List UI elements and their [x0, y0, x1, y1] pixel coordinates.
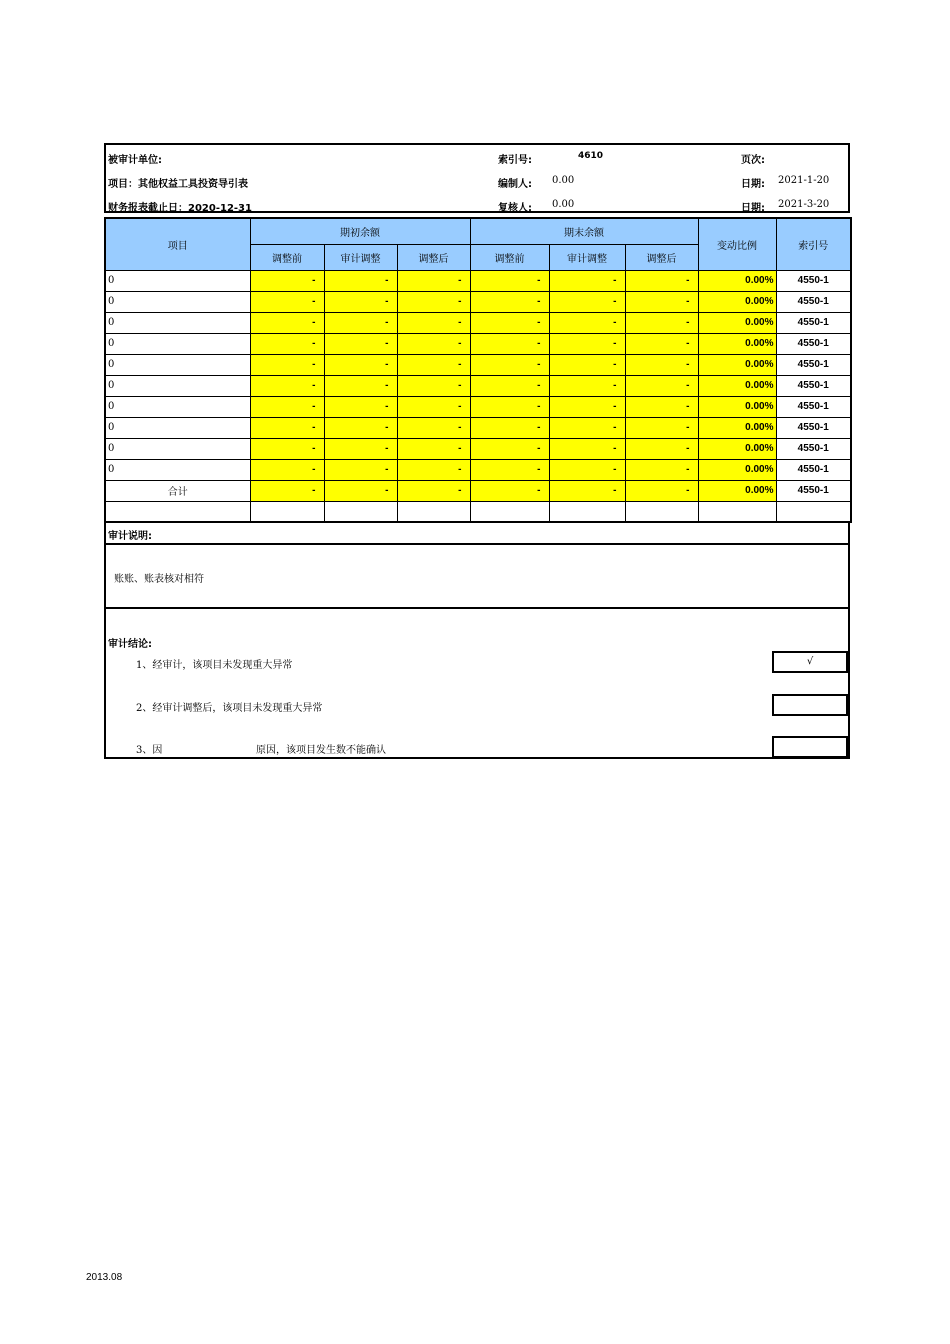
amount-cell: -	[470, 291, 549, 312]
date-value-1: 2021-1-20	[778, 175, 830, 186]
col-item-header: 项目	[105, 218, 250, 270]
amount-cell: -	[324, 459, 397, 480]
explanation-text: 账账、账表核对相符	[114, 574, 204, 585]
row-item-name: 0	[105, 375, 250, 396]
index-value: 4610	[578, 151, 604, 161]
closing-balance-header: 期末余额	[470, 218, 698, 244]
amount-cell: -	[397, 312, 470, 333]
date-value-2: 2021-3-20	[778, 199, 830, 210]
preparer-value: 0.00	[552, 175, 575, 186]
amount-cell: -	[250, 354, 324, 375]
amount-cell: -	[397, 270, 470, 291]
amount-cell: -	[250, 333, 324, 354]
amount-cell: -	[470, 417, 549, 438]
entity-label: 被审计单位:	[108, 155, 162, 166]
amount-cell: -	[397, 354, 470, 375]
amount-cell: -	[397, 459, 470, 480]
amount-cell: -	[324, 291, 397, 312]
row-item-name: 0	[105, 333, 250, 354]
conclusion-label: 审计结论:	[108, 639, 152, 650]
total-row	[105, 480, 851, 501]
change-ratio-cell: 0.00%	[698, 438, 776, 459]
amount-cell: -	[324, 480, 397, 501]
index-ref-cell: 4550-1	[776, 480, 851, 501]
reviewer-value: 0.00	[552, 199, 575, 210]
index-header: 索引号	[776, 218, 851, 270]
row-item-name: 0	[105, 354, 250, 375]
change-ratio-cell: 0.00%	[698, 312, 776, 333]
amount-cell: -	[470, 396, 549, 417]
closing-adjust-header: 审计调整	[549, 244, 625, 270]
balance-table	[104, 217, 852, 523]
amount-cell: -	[625, 459, 698, 480]
index-ref-cell: 4550-1	[776, 417, 851, 438]
conclusion-item-3-prefix: 3、因	[136, 745, 163, 756]
index-ref-cell: 4550-1	[776, 291, 851, 312]
table-row	[105, 354, 851, 375]
index-ref-cell: 4550-1	[776, 354, 851, 375]
amount-cell: -	[549, 312, 625, 333]
amount-cell: -	[250, 312, 324, 333]
amount-cell: -	[625, 438, 698, 459]
change-ratio-cell: 0.00%	[698, 291, 776, 312]
amount-cell: -	[397, 396, 470, 417]
amount-cell: -	[549, 291, 625, 312]
amount-cell: -	[549, 354, 625, 375]
conclusion-item-3-suffix: 原因，该项目发生数不能确认	[256, 745, 386, 756]
empty-cell	[625, 501, 698, 522]
empty-cell	[397, 501, 470, 522]
table-row	[105, 396, 851, 417]
amount-cell: -	[549, 396, 625, 417]
amount-cell: -	[250, 480, 324, 501]
empty-cell	[549, 501, 625, 522]
change-ratio-cell: 0.00%	[698, 417, 776, 438]
explanation-label-row	[104, 523, 850, 545]
amount-cell: -	[397, 480, 470, 501]
table-row	[105, 417, 851, 438]
row-item-name: 0	[105, 270, 250, 291]
amount-cell: -	[625, 480, 698, 501]
change-ratio-cell: 0.00%	[698, 480, 776, 501]
date-label-1: 日期:	[741, 179, 765, 190]
amount-cell: -	[470, 312, 549, 333]
empty-cell	[250, 501, 324, 522]
conclusion-1-checkbox[interactable]	[772, 651, 848, 673]
empty-cell	[776, 501, 851, 522]
preparer-label: 编制人:	[498, 179, 532, 190]
change-ratio-header: 变动比例	[698, 218, 776, 270]
header-block	[104, 143, 850, 213]
amount-cell: -	[324, 375, 397, 396]
table-row	[105, 333, 851, 354]
amount-cell: -	[549, 375, 625, 396]
row-item-name: 0	[105, 417, 250, 438]
amount-cell: -	[324, 396, 397, 417]
conclusion-box	[104, 609, 850, 759]
workpaper-sheet	[104, 143, 850, 759]
opening-after-header: 调整后	[397, 244, 470, 270]
amount-cell: -	[324, 312, 397, 333]
index-ref-cell: 4550-1	[776, 333, 851, 354]
table-row	[105, 312, 851, 333]
amount-cell: -	[397, 417, 470, 438]
amount-cell: -	[549, 417, 625, 438]
amount-cell: -	[549, 270, 625, 291]
index-ref-cell: 4550-1	[776, 375, 851, 396]
table-row	[105, 291, 851, 312]
amount-cell: -	[625, 396, 698, 417]
amount-cell: -	[397, 291, 470, 312]
amount-cell: -	[250, 375, 324, 396]
amount-cell: -	[250, 417, 324, 438]
empty-cell	[470, 501, 549, 522]
change-ratio-cell: 0.00%	[698, 270, 776, 291]
index-label: 索引号:	[498, 155, 532, 166]
change-ratio-cell: 0.00%	[698, 396, 776, 417]
amount-cell: -	[470, 459, 549, 480]
change-ratio-cell: 0.00%	[698, 459, 776, 480]
change-ratio-cell: 0.00%	[698, 354, 776, 375]
amount-cell: -	[470, 333, 549, 354]
row-item-name: 0	[105, 291, 250, 312]
empty-cell	[698, 501, 776, 522]
conclusion-3-checkbox[interactable]	[772, 736, 848, 758]
table-row	[105, 375, 851, 396]
amount-cell: -	[250, 270, 324, 291]
empty-cell	[105, 501, 250, 522]
amount-cell: -	[625, 354, 698, 375]
row-item-name: 0	[105, 459, 250, 480]
row-item-name: 0	[105, 312, 250, 333]
index-ref-cell: 4550-1	[776, 396, 851, 417]
row-item-name: 0	[105, 438, 250, 459]
reviewer-label: 复核人:	[498, 203, 532, 214]
opening-before-header: 调整前	[250, 244, 324, 270]
change-ratio-cell: 0.00%	[698, 375, 776, 396]
explanation-box	[104, 545, 850, 609]
index-ref-cell: 4550-1	[776, 459, 851, 480]
checkmark-icon: √	[806, 656, 814, 667]
amount-cell: -	[549, 438, 625, 459]
empty-row	[105, 501, 851, 522]
amount-cell: -	[625, 312, 698, 333]
conclusion-2-checkbox[interactable]	[772, 694, 848, 716]
amount-cell: -	[549, 333, 625, 354]
amount-cell: -	[250, 291, 324, 312]
opening-adjust-header: 审计调整	[324, 244, 397, 270]
index-ref-cell: 4550-1	[776, 312, 851, 333]
index-ref-cell: 4550-1	[776, 438, 851, 459]
conclusion-item-1: 1、经审计，该项目未发现重大异常	[136, 660, 293, 671]
empty-cell	[324, 501, 397, 522]
closing-before-header: 调整前	[470, 244, 549, 270]
amount-cell: -	[324, 270, 397, 291]
amount-cell: -	[250, 459, 324, 480]
report-date-label: 财务报表截止日：2020-12-31	[108, 203, 252, 214]
amount-cell: -	[470, 375, 549, 396]
amount-cell: -	[324, 354, 397, 375]
index-ref-cell: 4550-1	[776, 270, 851, 291]
amount-cell: -	[397, 375, 470, 396]
amount-cell: -	[625, 417, 698, 438]
amount-cell: -	[625, 270, 698, 291]
table-row	[105, 459, 851, 480]
footer-version: 2013.08	[86, 1272, 123, 1283]
amount-cell: -	[549, 459, 625, 480]
amount-cell: -	[470, 270, 549, 291]
amount-cell: -	[324, 438, 397, 459]
amount-cell: -	[250, 438, 324, 459]
amount-cell: -	[549, 480, 625, 501]
table-row	[105, 270, 851, 291]
amount-cell: -	[324, 417, 397, 438]
amount-cell: -	[625, 291, 698, 312]
change-ratio-cell: 0.00%	[698, 333, 776, 354]
date-label-2: 日期:	[741, 203, 765, 214]
row-item-name: 合计	[105, 480, 250, 501]
amount-cell: -	[625, 333, 698, 354]
opening-balance-header: 期初余额	[250, 218, 470, 244]
amount-cell: -	[625, 375, 698, 396]
project-title: 项目：其他权益工具投资导引表	[108, 179, 248, 190]
conclusion-item-2: 2、经审计调整后，该项目未发现重大异常	[136, 703, 323, 714]
amount-cell: -	[397, 438, 470, 459]
row-item-name: 0	[105, 396, 250, 417]
amount-cell: -	[250, 396, 324, 417]
amount-cell: -	[324, 333, 397, 354]
amount-cell: -	[397, 333, 470, 354]
amount-cell: -	[470, 438, 549, 459]
amount-cell: -	[470, 354, 549, 375]
page-label: 页次:	[741, 155, 765, 166]
explanation-label: 审计说明:	[108, 531, 152, 542]
table-row	[105, 438, 851, 459]
amount-cell: -	[470, 480, 549, 501]
closing-after-header: 调整后	[625, 244, 698, 270]
